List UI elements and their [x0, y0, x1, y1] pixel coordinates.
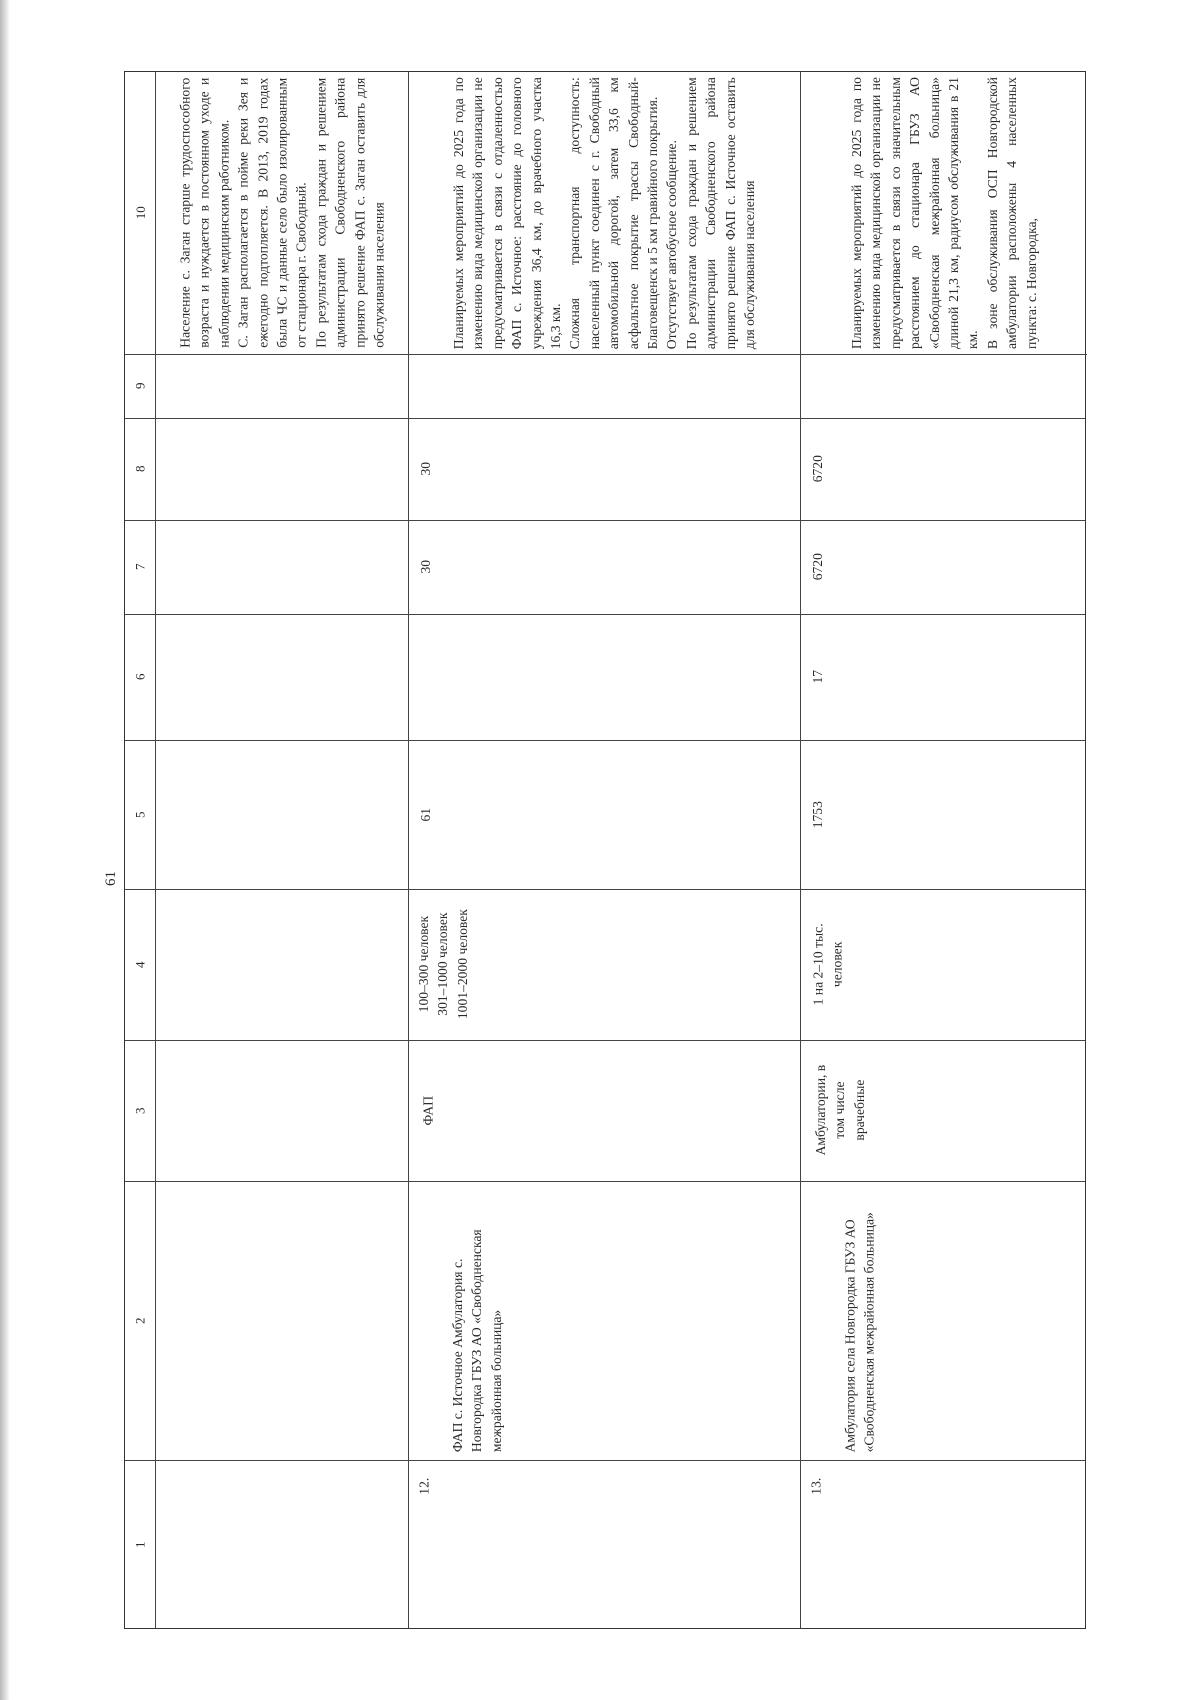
row-13-col9	[800, 354, 836, 418]
row-12-col8: 30	[418, 462, 434, 476]
header-col-9: 9	[132, 382, 148, 390]
row-13-number: 13.	[808, 1477, 824, 1495]
row-12-col5: 61	[418, 807, 434, 822]
row-13-type: Амбулатории, в том числе врачебные	[812, 1065, 867, 1156]
header-col-5: 5	[132, 811, 148, 818]
header-col-4: 4	[132, 961, 148, 968]
row-12-norm: 100–300 человек 301–1000 человек 1001–2000 человек	[415, 909, 470, 1020]
table-rule	[125, 740, 1085, 741]
header-col-2: 2	[132, 1317, 148, 1324]
row-12-number: 12.	[416, 1477, 432, 1495]
data-table	[124, 71, 1086, 1629]
row-12-col7: 30	[418, 560, 434, 574]
header-col-1: 1	[132, 1541, 148, 1549]
row-13-col6: 17	[810, 670, 826, 684]
row-13-col5: 1753	[810, 800, 826, 829]
table-rule	[800, 354, 1087, 355]
row-12-col6	[408, 614, 444, 740]
row-13-col8: 6720	[810, 455, 826, 483]
table-rule	[125, 520, 1085, 521]
table-rule	[125, 1040, 1085, 1041]
header-col-3: 3	[132, 1107, 148, 1114]
row-13-norm: 1 на 2–10 тыс. человек	[810, 923, 845, 1006]
table-rule	[125, 354, 155, 355]
table-rule	[125, 614, 1085, 615]
row-12-type: ФАП	[420, 1095, 436, 1126]
table-rule	[125, 1460, 1085, 1461]
row-13-name: Амбулатория села Новгородка ГБУЗ АО «Свободненская межрайонная больница»	[842, 1211, 877, 1452]
table-rule	[408, 354, 800, 355]
table-rule	[155, 354, 408, 355]
row-13-note: Планируемых мероприятий до 2025 года по изменению вида медицинской организации не предусматривается в связи со значительным расстоянием до стационара ГБУЗ АО «Свободненская межрайонная больница» длиной 21,3 км, радиусом обслуживания в 21 км. В зоне обслуживания ОСП Новгородской амбулатории расположены 4 населенных пункта: с. Новгородка,	[848, 77, 1039, 349]
row-12-name: ФАП с. Источное Амбулатория с. Новгородка ГБУЗ АО «Свободненская межрайонная больница»	[449, 1229, 504, 1452]
header-col-6: 6	[132, 673, 148, 681]
header-col-7: 7	[132, 563, 148, 571]
row-continuation-note: Население с. Заган старше трудоспособного возраста и нуждается в постоянном уходе и наблюдении медицинским работником. С. Заган располагается в пойме реки Зея и ежегодно подтопляется. В 2013, 2019 годах была ЧС и данные село было изолированным от стационара г. Свободный. По результатам схода граждан и решением администрации Свободненского района принято решение ФАП с. Заган оставить для обслуживания населения	[176, 78, 386, 348]
header-col-8: 8	[132, 465, 148, 473]
header-col-10: 10	[132, 206, 148, 220]
table-rule	[125, 418, 1085, 419]
row-12-note: Планируемых мероприятий до 2025 года по изменению вида медицинской организации не предусматривается в связи с отдаленностью ФАП с. Источное: расстояние до головного учреждения 36,4 км, до врачебного участка 16,3 км. Сложная транспортная доступность: населенный пункт соединен с г. Свободный автомобильной дорогой, затем 33,6 км асфальтное покрытие трассы Свободный-Благовещенск и 5 км гравийного покрытия. Отсутствует автобусное сообщение. По результатам схода граждан и решением администрации Свободненского района принято решение ФАП с. Источное оставить для обслуживания населения	[450, 77, 757, 349]
page-number: 61	[102, 870, 119, 886]
row-12-col9	[408, 354, 444, 418]
table-rule	[125, 1181, 1085, 1182]
scan-edge-shadow	[0, 0, 10, 1700]
row-13-col7: 6720	[810, 553, 826, 581]
table-rule	[125, 889, 1085, 890]
